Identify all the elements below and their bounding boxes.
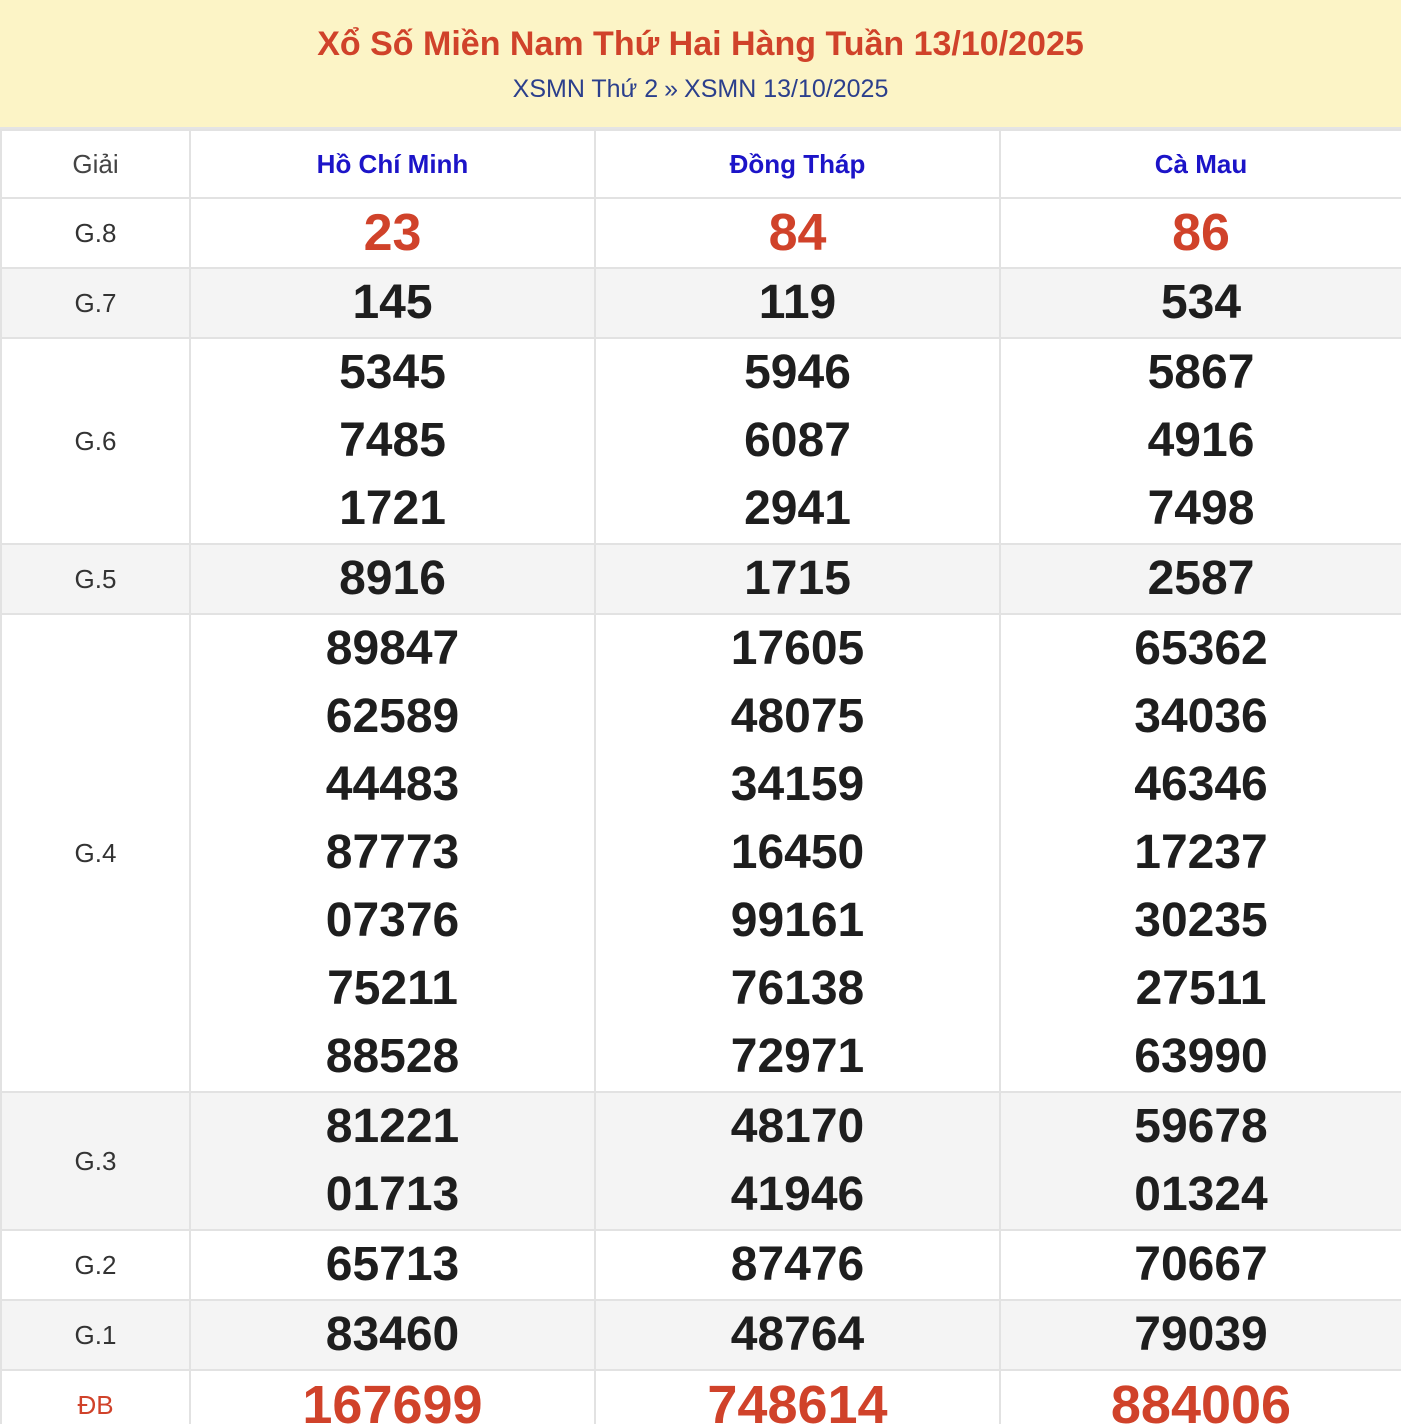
- prize-label: ĐB: [1, 1370, 190, 1424]
- prize-row: [1, 1092, 1401, 1230]
- prize-number: 07376: [325, 894, 460, 947]
- prize-number: 5946: [744, 346, 851, 399]
- breadcrumb-separator: »: [664, 75, 679, 103]
- province-header-ho-chi-minh[interactable]: Hồ Chí Minh: [190, 130, 595, 198]
- prize-label: G.6: [1, 338, 190, 544]
- prize-number: 79039: [1134, 1308, 1268, 1361]
- prize-cell: [1000, 268, 1401, 338]
- prize-cell: [595, 1370, 1000, 1424]
- prize-number: 2941: [744, 482, 851, 535]
- prize-row: [1, 1370, 1401, 1424]
- prize-number: 81221: [325, 1100, 460, 1153]
- prize-number: 87476: [730, 1238, 865, 1291]
- prize-cell: [595, 544, 1000, 614]
- prize-label: G.7: [1, 268, 190, 338]
- prize-cell: [595, 338, 1000, 544]
- prize-cell: [1000, 1092, 1401, 1230]
- prize-number: 30235: [1134, 894, 1268, 947]
- prize-row: [1, 268, 1401, 338]
- prize-row: [1, 614, 1401, 1092]
- prize-number: 48764: [730, 1308, 865, 1361]
- prize-row: [1, 544, 1401, 614]
- prize-number: 01713: [325, 1168, 460, 1221]
- prize-number: 34159: [730, 758, 865, 811]
- prize-row: [1, 338, 1401, 544]
- prize-number: 86: [1172, 204, 1230, 262]
- prize-number: 16450: [730, 826, 865, 879]
- prize-number: 70667: [1134, 1238, 1268, 1291]
- prize-number: 1715: [744, 552, 851, 605]
- prize-number: 88528: [325, 1030, 460, 1083]
- prize-number: 7498: [1147, 482, 1255, 535]
- breadcrumb-link-weekday[interactable]: XSMN Thứ 2: [512, 75, 659, 103]
- prize-cell: [190, 338, 595, 544]
- prize-number: 48075: [730, 690, 865, 743]
- prize-number: 46346: [1134, 758, 1268, 811]
- prize-number: 748614: [707, 1375, 888, 1424]
- prize-number: 87773: [325, 826, 460, 879]
- prize-cell: [595, 1300, 1000, 1370]
- prize-number: 1721: [339, 482, 446, 535]
- prize-label: G.2: [1, 1230, 190, 1300]
- page-title: Xổ Số Miền Nam Thứ Hai Hàng Tuần 13/10/2025: [317, 25, 1084, 63]
- province-header-dong-thap[interactable]: Đồng Tháp: [595, 130, 1000, 198]
- prize-cell: [1000, 338, 1401, 544]
- prize-cell: [595, 268, 1000, 338]
- prize-cell: [190, 1230, 595, 1300]
- prize-row: [1, 198, 1401, 268]
- prize-number: 6087: [744, 414, 851, 467]
- prize-number: 99161: [730, 894, 865, 947]
- prize-number: 62589: [325, 690, 460, 743]
- prize-number: 23: [363, 204, 422, 262]
- prize-number: 119: [758, 276, 837, 329]
- prize-cell: [190, 1370, 595, 1424]
- prize-label: G.8: [1, 198, 190, 268]
- breadcrumb: [0, 74, 1401, 104]
- prize-column-header: Giải: [1, 130, 190, 198]
- prize-number: 34036: [1134, 690, 1268, 743]
- prize-cell: [190, 268, 595, 338]
- prize-number: 167699: [302, 1375, 483, 1424]
- prize-number: 65362: [1134, 622, 1268, 675]
- prize-cell: [595, 198, 1000, 268]
- prize-number: 534: [1160, 276, 1242, 329]
- prize-number: 145: [352, 276, 433, 329]
- prize-number: 884006: [1110, 1375, 1292, 1424]
- breadcrumb-link-date[interactable]: XSMN 13/10/2025: [684, 75, 889, 103]
- prize-row: [1, 1230, 1401, 1300]
- prize-number: 84: [768, 204, 827, 262]
- prize-cell: [190, 198, 595, 268]
- prize-cell: [190, 614, 595, 1092]
- results-header: [0, 0, 1401, 129]
- prize-number: 48170: [730, 1100, 865, 1153]
- prize-number: 5345: [339, 346, 446, 399]
- prize-number: 76138: [730, 962, 865, 1015]
- prize-row: [1, 1300, 1401, 1370]
- prize-number: 01324: [1134, 1168, 1268, 1221]
- table-header-row: [1, 130, 1401, 198]
- prize-number: 65713: [325, 1238, 460, 1291]
- prize-number: 41946: [730, 1168, 865, 1221]
- prize-cell: [1000, 1300, 1401, 1370]
- prize-number: 7485: [339, 414, 446, 467]
- prize-number: 17605: [730, 622, 865, 675]
- prize-cell: [1000, 1370, 1401, 1424]
- prize-number: 83460: [325, 1308, 460, 1361]
- prize-number: 75211: [327, 962, 458, 1015]
- prize-cell: [1000, 544, 1401, 614]
- prize-number: 5867: [1147, 346, 1255, 399]
- prize-number: 27511: [1135, 962, 1267, 1015]
- prize-cell: [595, 1230, 1000, 1300]
- prize-number: 2587: [1147, 552, 1255, 605]
- prize-number: 17237: [1134, 826, 1268, 879]
- prize-rows: [1, 198, 1401, 1424]
- prize-cell: [1000, 614, 1401, 1092]
- province-header-ca-mau[interactable]: Cà Mau: [1000, 130, 1401, 198]
- prize-number: 8916: [339, 552, 446, 605]
- prize-label: G.4: [1, 614, 190, 1092]
- prize-label: G.5: [1, 544, 190, 614]
- prize-cell: [595, 1092, 1000, 1230]
- prize-number: 63990: [1134, 1030, 1268, 1083]
- prize-number: 44483: [325, 758, 460, 811]
- prize-cell: [190, 1092, 595, 1230]
- prize-label: G.1: [1, 1300, 190, 1370]
- prize-cell: [190, 544, 595, 614]
- results-table: [0, 129, 1401, 1424]
- prize-number: 89847: [325, 622, 460, 675]
- prize-number: 59678: [1134, 1100, 1268, 1153]
- prize-number: 4916: [1147, 414, 1255, 467]
- prize-cell: [1000, 1230, 1401, 1300]
- prize-label: G.3: [1, 1092, 190, 1230]
- prize-cell: [1000, 198, 1401, 268]
- prize-number: 72971: [730, 1030, 865, 1083]
- prize-cell: [190, 1300, 595, 1370]
- prize-cell: [595, 614, 1000, 1092]
